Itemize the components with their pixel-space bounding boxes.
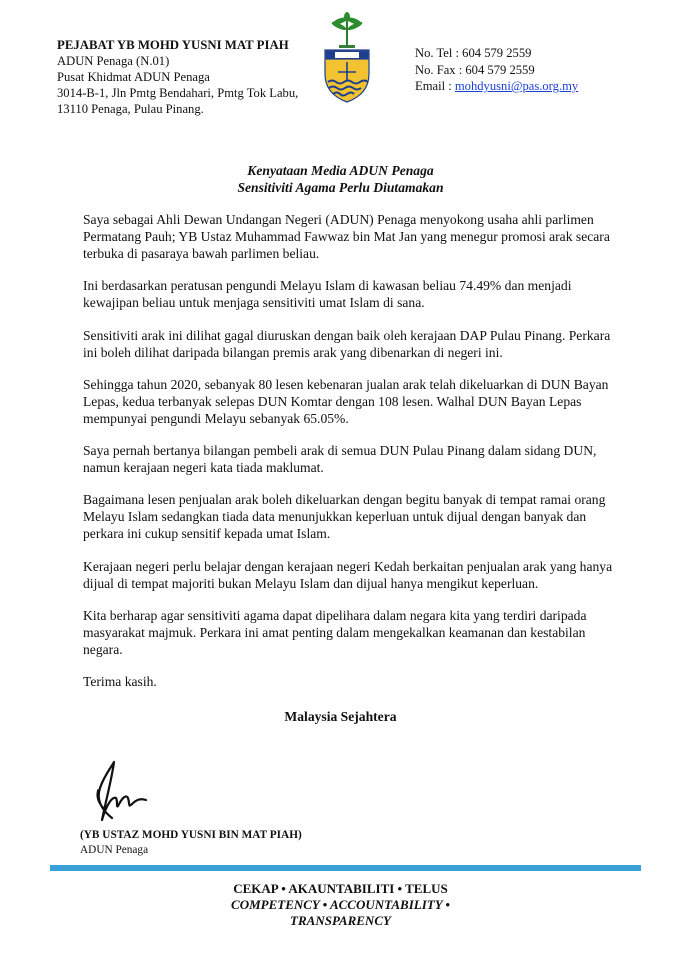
signer-name: (YB USTAZ MOHD YUSNI BIN MAT PIAH): [80, 829, 302, 841]
statement-body: [83, 211, 613, 706]
letterhead-contact: [415, 45, 645, 95]
footer-motto: [0, 881, 681, 929]
body-paragraph: Saya sebagai Ahli Dewan Undangan Negeri (ADUN) Penaga menyokong usaha ahli parlimen Permatang Pauh; YB Ustaz Muhammad Fawwaz bin Mat Jan yang menegur promosi arak secara terbuka di pasaraya bawah parlimen beliau.: [83, 212, 610, 261]
telephone: No. Tel : 604 579 2559: [415, 46, 532, 60]
body-paragraph: Kita berharap agar sensitiviti agama dapat dipelihara dalam negara kita yang terdiri daripada masyarakat majmuk. Perkara ini amat penting dalam mengekalkan keamanan dan kestabilan negara.: [83, 608, 587, 658]
body-paragraph: Kerajaan negeri perlu belajar dengan kerajaan negeri Kedah berkaitan penjualan arak yang hanya dijual di tempat majoriti bukan Melayu Islam dan dijual hanya mengikut keperluan.: [83, 558, 613, 591]
signer-title: ADUN Penaga: [80, 844, 149, 856]
letterhead-address: [57, 37, 337, 117]
body-paragraph: Sensitiviti arak ini dilihat gagal diuruskan dengan baik oleh kerajaan DAP Pulau Pinang. Perkara ini boleh dilihat daripada bilangan premis arak yang dibenarkan di negeri ini.: [83, 327, 611, 360]
fax: No. Fax : 604 579 2559: [415, 62, 535, 77]
body-paragraph: Saya pernah bertanya bilangan pembeli arak di semua DUN Pulau Pinang dalam sidang DUN, namun kerajaan negeri kata tiada maklumat.: [83, 443, 597, 476]
body-paragraph: Sehingga tahun 2020, sebanyak 80 lesen kebenaran jualan arak telah dikeluarkan di DUN Bayan Lepas, kedua terbanyak selepas DUN Komtar dengan 108 lesen. Walhal DUN Bayan Lepas mempunyai pengundi Melayu sebanyak 65.05%.: [83, 376, 609, 426]
address-line: 3014-B-1, Jln Pmtg Bendahari, Pmtg Tok Labu,: [57, 86, 299, 100]
body-paragraph: Bagaimana lesen penjualan arak boleh dikeluarkan dengan begitu banyak di tempat ramai orang Melayu Islam sedangkan tiada data menunjukkan keperluan untuk dijual dengan banyak dan perkara ini cukup sensitif kepada umat Islam.: [83, 492, 606, 542]
body-paragraph: Terima kasih.: [83, 674, 157, 690]
closing-slogan: Malaysia Sejahtera: [284, 709, 397, 724]
address-line: Pusat Khidmat ADUN Penaga: [57, 70, 210, 84]
motto-english-1: COMPETENCY • ACCOUNTABILITY •: [231, 897, 450, 912]
title-line-1: Kenyataan Media ADUN Penaga: [247, 163, 434, 178]
motto-malay: CEKAP • AKAUNTABILITI • TELUS: [233, 881, 448, 896]
body-paragraph: Ini berdasarkan peratusan pengundi Melayu Islam di kawasan beliau 74.49% dan menjadi kewajipan beliau untuk menjaga sensitiviti umat Islam di sana.: [83, 278, 572, 311]
address-line: ADUN Penaga (N.01): [57, 54, 170, 68]
title-line-2: Sensitiviti Agama Perlu Diutamakan: [237, 180, 444, 195]
motto-english-2: TRANSPARENCY: [290, 913, 391, 928]
address-line: 13110 Penaga, Pulau Pinang.: [57, 102, 204, 116]
email-row: [415, 78, 645, 95]
signature-image: [92, 760, 152, 826]
email-link[interactable]: mohdyusni@pas.org.my: [454, 79, 579, 93]
signer-block: [80, 828, 302, 858]
email-label: Email :: [415, 79, 455, 93]
statement-title: [0, 162, 681, 196]
state-crest-logo: [322, 12, 372, 104]
office-name: PEJABAT YB MOHD YUSNI MAT PIAH: [57, 38, 289, 52]
footer-rule: [50, 865, 641, 871]
